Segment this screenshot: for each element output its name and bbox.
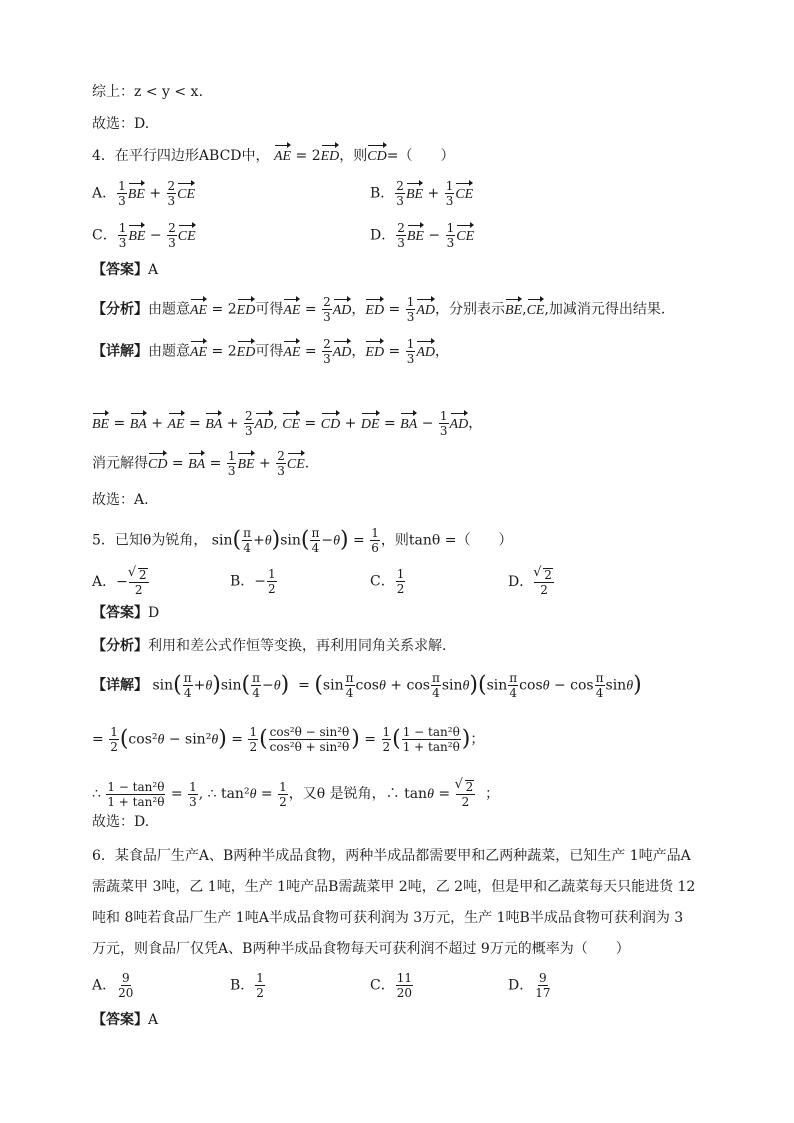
q5-analysis: 【分析】利用和差公式作恒等变换，再利用同角关系求解. (92, 638, 447, 654)
q5-detail-step3: ∴ $\frac{\text{1 − tan²θ}}{\text{1 + tan²θ}}$ = $\frac{1}{3}$ , ∴ tan²θ = $\frac{1}{2}$ ，又θ 是锐角，∴ tanθ = √ $\frac{2}{2}$ ； (92, 780, 499, 808)
conclusion-line: 综上：z < y < x. (92, 84, 203, 100)
q6-option-a: A． $\frac{9}{20}$ (92, 971, 134, 1000)
q6-stem-line3: 吨和 8吨若食品厂生产 1吨A半成品食物可获利润为 3万元，生产 1吨B半成品食物可获利润为 3 (92, 910, 684, 926)
choose-d-line: 故选：D. (92, 116, 150, 132)
q6-stem-line1: 6．某食品厂生产A、B两种半成品食物，两种半成品都需要甲和乙两种蔬菜，已知生产 1吨产品A (92, 848, 691, 864)
q4-option-a: A． $\frac{1}{3}$ BE + $\frac{2}{3}$ CE (92, 179, 196, 208)
q5-option-a: A．− √ $\frac{2}{2}$ (92, 568, 150, 596)
q4-answer: 【答案】A (92, 262, 159, 278)
q5-option-b: B．− $\frac{1}{2}$ (230, 567, 276, 596)
q5-option-d: D． √ $\frac{2}{2}$ (508, 568, 555, 596)
q4-choose: 故选：A. (92, 492, 149, 508)
q6-stem-line4: 万元，则食品厂仅凭A、B两种半成品食物每天可获利润不超过 9万元的概率为（ ） (92, 941, 630, 957)
q4-option-b: B． $\frac{2}{3}$ BE + $\frac{1}{3}$ CE (370, 179, 474, 208)
q4-analysis: 【分析】由题意AE = 2ED可得AE = $\frac{2}{3}$ AD，ED = $\frac{1}{3}$ AD，分别表示BE,CE,加减消元得出结果. (92, 295, 666, 324)
q5-detail-step2: = $\frac{1}{2}$ (cos²θ − sin²θ) = $\frac{1}{2}$ ( $\frac{\text{cos²θ − sin²θ}}{\text{cos²θ + sin²θ}}$ ) = $\frac{1}{2}$ ( $\frac{\text{1 − tan²θ}}{\text{1 + tan²θ}}$ )； (92, 725, 485, 754)
q6-stem-line2: 需蔬菜甲 3吨，乙 1吨，生产 1吨产品B需蔬菜甲 2吨，乙 2吨，但是甲和乙蔬菜每天只能进货 12 (92, 879, 696, 895)
q5-detail-step1: 【详解】 sin( $\frac{\pi}{4}$ +θ)sin( $\frac{\pi}{4}$ −θ) = (sin $\frac{\pi}{4}$ cosθ + cos $\frac{\pi}{4}$ sinθ)(sin $\frac{\pi}{4}$ cosθ − cos $\frac{\pi}{4}$ sinθ) (92, 671, 642, 700)
q4-stem: 4．在平行四边形ABCD中， AE = 2ED，则CD=（ ） (92, 146, 454, 167)
q6-answer: 【答案】A (92, 1012, 159, 1028)
q6-option-c: C． $\frac{11}{20}$ (370, 971, 412, 1000)
q4-option-c: C． $\frac{1}{3}$ BE − $\frac{2}{3}$ CE (92, 221, 196, 250)
q5-option-c: C． $\frac{1}{2}$ (370, 567, 405, 596)
q6-option-b: B． $\frac{1}{2}$ (230, 971, 264, 1000)
q4-option-d: D． $\frac{2}{3}$ BE − $\frac{1}{3}$ CE (370, 221, 475, 250)
q5-choose: 故选：D. (92, 814, 150, 830)
q5-stem: 5．已知θ为锐角， sin( $\frac{\pi}{4}$ +θ)sin( $\frac{\pi}{4}$ −θ) = $\frac{1}{6}$ ，则tanθ =（ ） (92, 526, 513, 555)
q6-option-d: D． $\frac{9}{17}$ (508, 971, 551, 1000)
q4-detail: 【详解】由题意AE = 2ED可得AE = $\frac{2}{3}$ AD，ED = $\frac{1}{3}$ AD， (92, 337, 450, 366)
q4-elimination: 消元解得CD = BA = $\frac{1}{3}$ BE + $\frac{2}{3}$ CE. (92, 449, 310, 478)
q5-answer: 【答案】D (92, 605, 160, 621)
q4-vector-equations: BE = BA + AE = BA + $\frac{2}{3}$ AD, CE = CD + DE = BA − $\frac{1}{3}$ AD， (92, 409, 483, 438)
